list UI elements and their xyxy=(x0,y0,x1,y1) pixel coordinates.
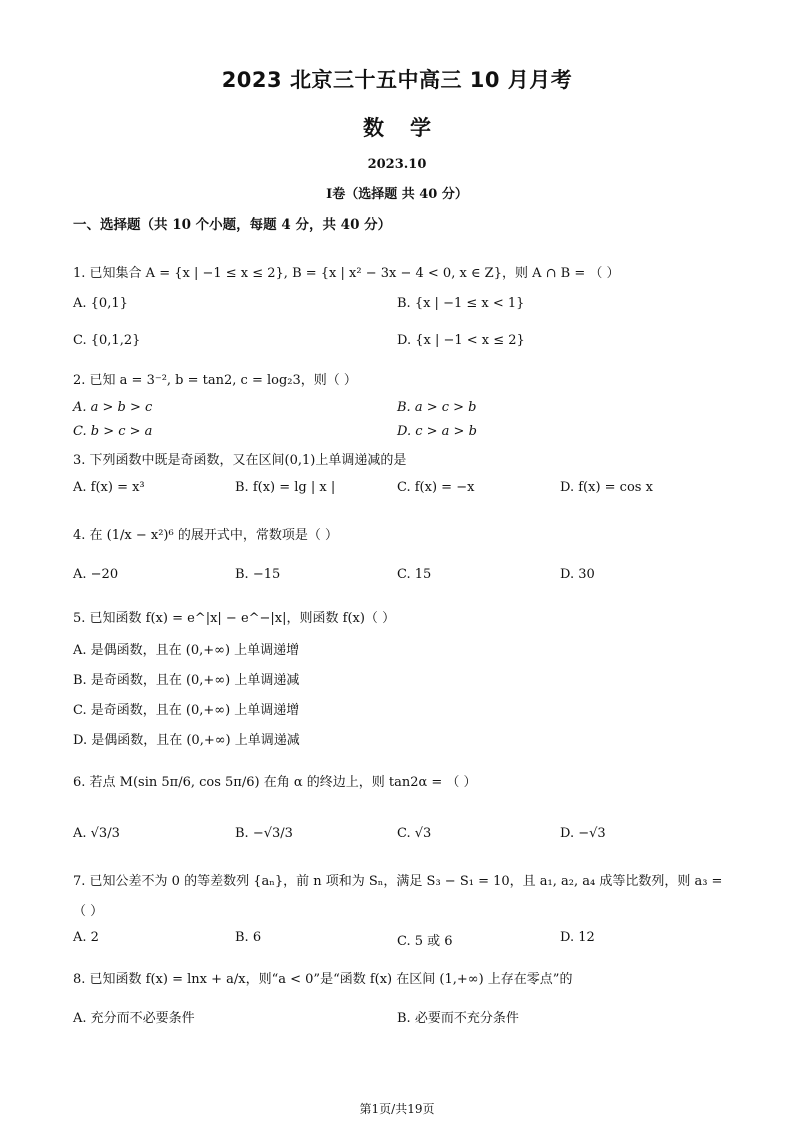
volume-heading: I卷（选择题 共 40 分） xyxy=(326,187,468,202)
question-6-option-c: C. √3 xyxy=(397,826,432,841)
section-heading: 一、选择题（共 10 个小题，每题 4 分，共 40 分） xyxy=(73,217,392,233)
subject-title: 数学 xyxy=(363,116,457,140)
question-1-option-b: B. {x | −1 ≤ x < 1} xyxy=(397,296,525,311)
question-2-option-c: C. b > c > a xyxy=(73,424,153,439)
question-2-stem: 2. 已知 a = 3⁻², b = tan2, c = log₂3，则（ ） xyxy=(73,373,357,388)
question-2-option-b: B. a > c > b xyxy=(397,400,477,415)
question-3-stem: 3. 下列函数中既是奇函数，又在区间(0,1)上单调递减的是 xyxy=(73,453,407,468)
question-1-stem: 1. 已知集合 A = {x | −1 ≤ x ≤ 2}, B = {x | x² − 3x − 4 < 0, x ∈ Z}，则 A ∩ B = （ ） xyxy=(73,266,620,281)
question-4-option-c: C. 15 xyxy=(397,567,432,582)
question-3-option-d: D. f(x) = cos x xyxy=(560,480,653,495)
question-8-option-b: B. 必要而不充分条件 xyxy=(397,1011,519,1026)
question-3-option-b: B. f(x) = lg | x | xyxy=(235,480,336,495)
exam-date: 2023.10 xyxy=(367,157,427,172)
question-1-option-d: D. {x | −1 < x ≤ 2} xyxy=(397,333,525,348)
question-5-option-d: D. 是偶函数，且在 (0,+∞) 上单调递减 xyxy=(73,733,300,748)
question-4-option-b: B. −15 xyxy=(235,567,281,582)
question-2-option-a: A. a > b > c xyxy=(73,400,153,415)
question-2-option-d: D. c > a > b xyxy=(397,424,477,439)
question-3-option-c: C. f(x) = −x xyxy=(397,480,475,495)
question-8-stem: 8. 已知函数 f(x) = lnx + a/x，则“a < 0”是“函数 f(x) 在区间 (1,+∞) 上存在零点”的 xyxy=(73,972,573,987)
question-7-option-d: D. 12 xyxy=(560,930,595,945)
exam-title: 2023 北京三十五中高三 10 月月考 xyxy=(221,68,573,92)
question-8-option-a: A. 充分而不必要条件 xyxy=(73,1011,195,1026)
question-5-option-c: C. 是奇函数，且在 (0,+∞) 上单调递增 xyxy=(73,703,300,718)
question-6-stem: 6. 若点 M(sin 5π/6, cos 5π/6) 在角 α 的终边上，则 tan2α = （ ） xyxy=(73,775,477,790)
question-6-option-b: B. −√3/3 xyxy=(235,826,293,841)
page-footer: 第1页/共19页 xyxy=(359,1102,435,1116)
question-4-option-d: D. 30 xyxy=(560,567,595,582)
question-6-option-d: D. −√3 xyxy=(560,826,606,841)
question-7-option-b: B. 6 xyxy=(235,930,262,945)
question-7-option-c: C. 5 或 6 xyxy=(397,934,453,949)
question-7-stem-continued: （ ） xyxy=(73,904,104,919)
question-4-option-a: A. −20 xyxy=(73,567,119,582)
question-3-option-a: A. f(x) = x³ xyxy=(73,480,145,495)
question-5-option-a: A. 是偶函数，且在 (0,+∞) 上单调递增 xyxy=(73,643,300,658)
question-1-option-c: C. {0,1,2} xyxy=(73,333,141,348)
question-5-option-b: B. 是奇函数，且在 (0,+∞) 上单调递减 xyxy=(73,673,300,688)
question-4-stem: 4. 在 (1/x − x²)⁶ 的展开式中，常数项是（ ） xyxy=(73,528,338,543)
question-6-option-a: A. √3/3 xyxy=(73,826,120,841)
question-1-option-a: A. {0,1} xyxy=(73,296,128,311)
question-7-stem: 7. 已知公差不为 0 的等差数列 {aₙ}，前 n 项和为 Sₙ，满足 S₃ − S₁ = 10，且 a₁, a₂, a₄ 成等比数列，则 a₃ = xyxy=(73,874,723,889)
question-7-option-a: A. 2 xyxy=(73,930,99,945)
question-5-stem: 5. 已知函数 f(x) = e^|x| − e^−|x|，则函数 f(x)（ ） xyxy=(73,611,396,626)
